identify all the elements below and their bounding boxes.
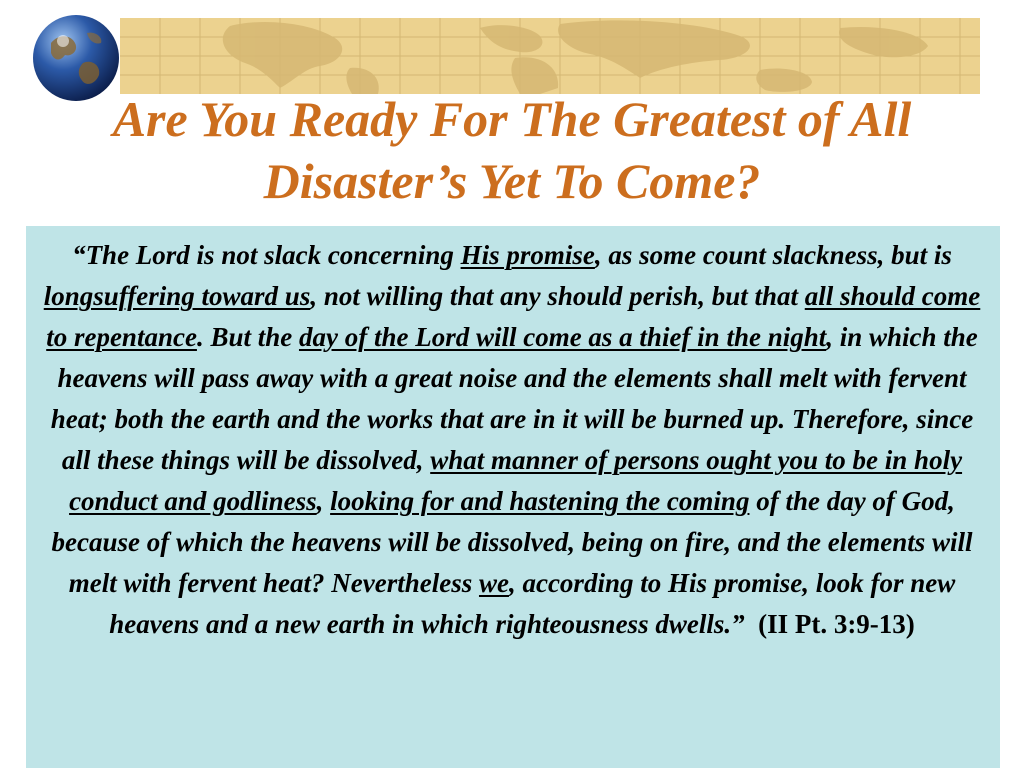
passage-text: , in which the heavens will pass away with a great noise and the elements shall melt with fervent heat; both the earth and the works that are in it will be burned up. Therefore, since all these things will be dissolved,: [50, 322, 978, 475]
passage-text: “The Lord is not slack concerning: [72, 240, 461, 270]
scripture-reference: (II Pt. 3:9-13): [758, 609, 915, 639]
underlined-phrase: all should come to repentance: [46, 281, 981, 352]
title-line-1: Are You Ready For The Greatest of All: [112, 91, 912, 147]
underlined-phrase: looking for and hastening the coming: [330, 486, 750, 516]
passage-text: . But the: [196, 322, 299, 352]
underlined-phrase: what manner of persons ought you to be in holy conduct and godliness: [69, 445, 963, 516]
passage-text: , not willing that any should perish, but that: [310, 281, 805, 311]
world-map-banner: [120, 18, 980, 94]
scripture-passage: [34, 235, 990, 645]
underlined-phrase: longsuffering toward us: [43, 281, 311, 311]
passage-text: of the day of God, because of which the heavens will be dissolved, being on fire, and the elements will melt with fervent heat? Nevertheless: [51, 486, 973, 598]
underlined-phrase: day of the Lord will come as a thief in the night: [298, 322, 827, 352]
title-line-2: Disaster’s Yet To Come?: [263, 153, 761, 209]
underlined-phrase: we: [478, 568, 509, 598]
page-title: [0, 88, 1024, 212]
passage-text: , according to His promise, look for new heavens and a new earth in which righteousness dwells.”: [109, 568, 956, 639]
underlined-phrase: His promise: [460, 240, 595, 270]
passage-text: ,: [316, 486, 331, 516]
passage-text: , as some count slackness, but is: [594, 240, 952, 270]
